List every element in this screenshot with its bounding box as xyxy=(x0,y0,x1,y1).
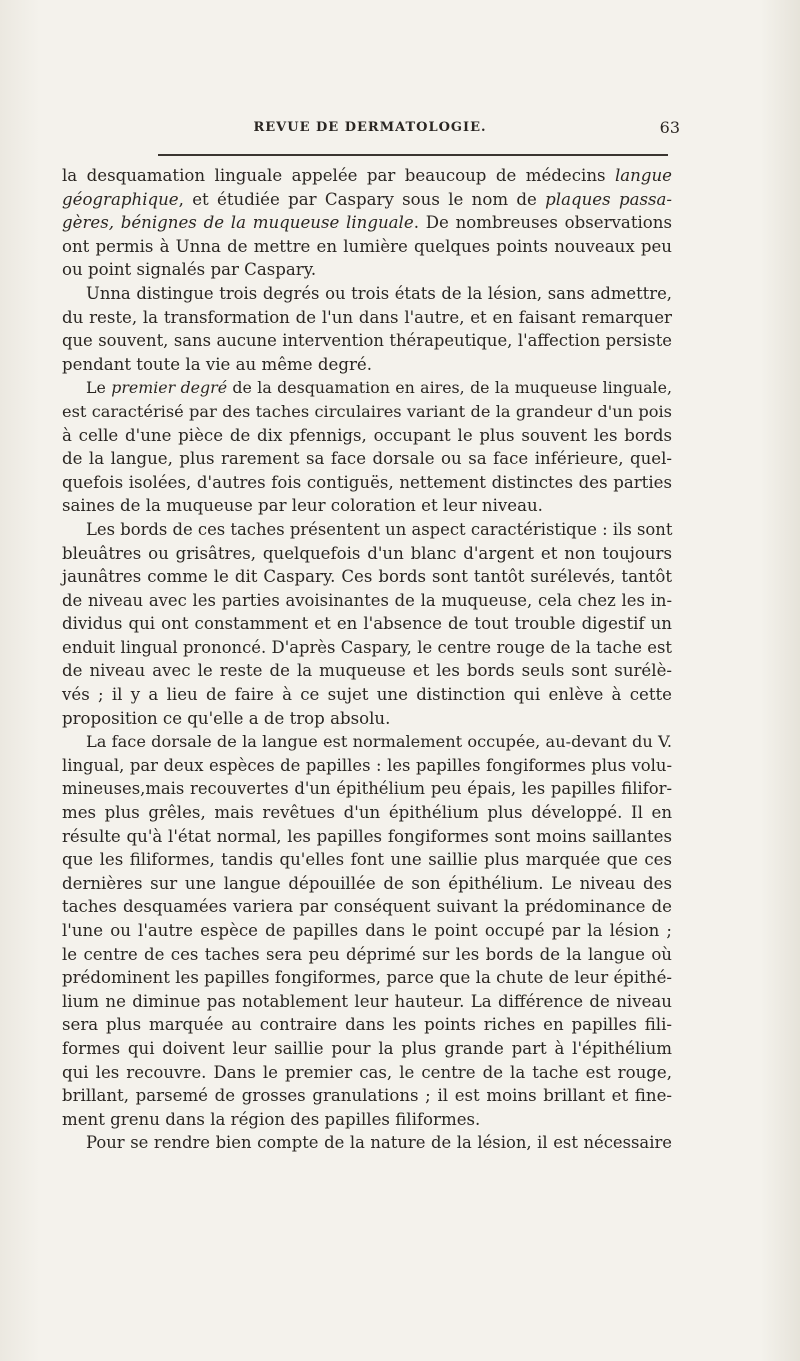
paragraph xyxy=(62,1131,672,1155)
text-line: mineuses,mais recouvertes d'un épithélium peu épais, les papilles filifor- xyxy=(62,779,672,799)
paragraph xyxy=(62,518,672,730)
text-line: La face dorsale de la langue est normalement occupée, au-devant du V. xyxy=(86,732,672,752)
text-line: Les bords de ces taches présentent un aspect caractéristique : ils sont xyxy=(86,519,673,539)
text-line: saines de la muqueuse par leur coloration et leur niveau. xyxy=(62,496,543,516)
text-line: Unna distingue trois degrés ou trois états de la lésion, sans admettre, xyxy=(86,283,672,303)
text-line: dernières sur une langue dépouillée de son épithélium. Le niveau des xyxy=(62,873,672,893)
text-line: Le premier degré de la desquamation en aires, de la muqueuse linguale, xyxy=(86,378,672,398)
text-line: sera plus marquée au contraire dans les points riches en papilles fili- xyxy=(62,1015,672,1035)
text-line: enduit lingual prononcé. D'après Caspary, le centre rouge de la tache est xyxy=(62,637,672,657)
paragraph xyxy=(62,730,672,1131)
text-line: qui les recouvre. Dans le premier cas, le centre de la tache est rouge, xyxy=(62,1062,672,1082)
text-line: de niveau avec le reste de la muqueuse et les bords seuls sont surélè- xyxy=(62,661,672,681)
body-text xyxy=(62,164,672,1155)
text-line: quefois isolées, d'autres fois contiguës, nettement distinctes des parties xyxy=(62,472,672,492)
text-line: que souvent, sans aucune intervention thérapeutique, l'affection persiste xyxy=(62,331,672,351)
page-number: 63 xyxy=(659,118,680,137)
text-line: lium ne diminue pas notablement leur hauteur. La différence de niveau xyxy=(62,991,672,1011)
text-line: ou point signalés par Caspary. xyxy=(62,260,317,280)
text-line: du reste, la transformation de l'un dans l'autre, et en faisant remarquer xyxy=(62,307,672,327)
text-line: le centre de ces taches sera peu déprimé sur les bords de la langue où xyxy=(62,944,672,964)
text-line: prédominent les papilles fongiformes, parce que la chute de leur épithé- xyxy=(62,968,672,988)
text-line: géographique, et étudiée par Caspary sous le nom de plaques passa- xyxy=(62,189,672,209)
text-line: brillant, parsemé de grosses granulations ; il est moins brillant et fine- xyxy=(62,1086,672,1106)
text-line: dividus qui ont constamment et en l'absence de tout trouble digestif un xyxy=(62,614,672,634)
text-line: jaunâtres comme le dit Caspary. Ces bords sont tantôt surélevés, tantôt xyxy=(62,567,672,587)
text-line: la desquamation linguale appelée par beaucoup de médecins langue xyxy=(62,166,672,185)
paragraph xyxy=(62,376,672,518)
text-line: bleuâtres ou grisâtres, quelquefois d'un blanc d'argent et non toujours xyxy=(62,543,672,563)
text-line: proposition ce qu'elle a de trop absolu. xyxy=(62,708,391,728)
text-line: mes plus grêles, mais revêtues d'un épithélium plus développé. Il en xyxy=(62,803,672,823)
running-header xyxy=(60,120,680,142)
text-line: vés ; il y a lieu de faire à ce sujet une distinction qui enlève à cette xyxy=(62,685,672,705)
text-line: est caractérisé par des taches circulaires variant de la grandeur d'un pois xyxy=(62,401,672,421)
text-line: de la langue, plus rarement sa face dorsale ou sa face inférieure, quel- xyxy=(62,449,672,469)
text-line: à celle d'une pièce de dix pfennigs, occupant le plus souvent les bords xyxy=(62,425,672,445)
text-line: pendant toute la vie au même degré. xyxy=(62,354,372,374)
text-line: ont permis à Unna de mettre en lumière quelques points nouveaux peu xyxy=(62,236,672,256)
paragraph xyxy=(62,164,672,282)
text-line: taches desquamées variera par conséquent suivant la prédominance de xyxy=(62,897,672,917)
paragraph xyxy=(62,282,672,376)
running-title: REVUE DE DERMATOLOGIE. xyxy=(253,120,487,135)
text-line: Pour se rendre bien compte de la nature de la lésion, il est nécessaire xyxy=(86,1133,672,1153)
text-line: gères, bénignes de la muqueuse linguale. De nombreuses observations xyxy=(62,213,672,233)
text-line: ment grenu dans la région des papilles filiformes. xyxy=(62,1109,481,1129)
header-rule xyxy=(158,154,668,156)
text-line: l'une ou l'autre espèce de papilles dans le point occupé par la lésion ; xyxy=(62,921,672,940)
text-line: lingual, par deux espèces de papilles : les papilles fongiformes plus volu- xyxy=(62,755,672,775)
text-line: résulte qu'à l'état normal, les papilles fongiformes sont moins saillantes xyxy=(62,826,672,846)
text-line: de niveau avec les parties avoisinantes de la muqueuse, cela chez les in- xyxy=(62,590,672,610)
text-line: que les filiformes, tandis qu'elles font une saillie plus marquée que ces xyxy=(62,850,672,870)
text-line: formes qui doivent leur saillie pour la plus grande part à l'épithélium xyxy=(62,1038,672,1058)
